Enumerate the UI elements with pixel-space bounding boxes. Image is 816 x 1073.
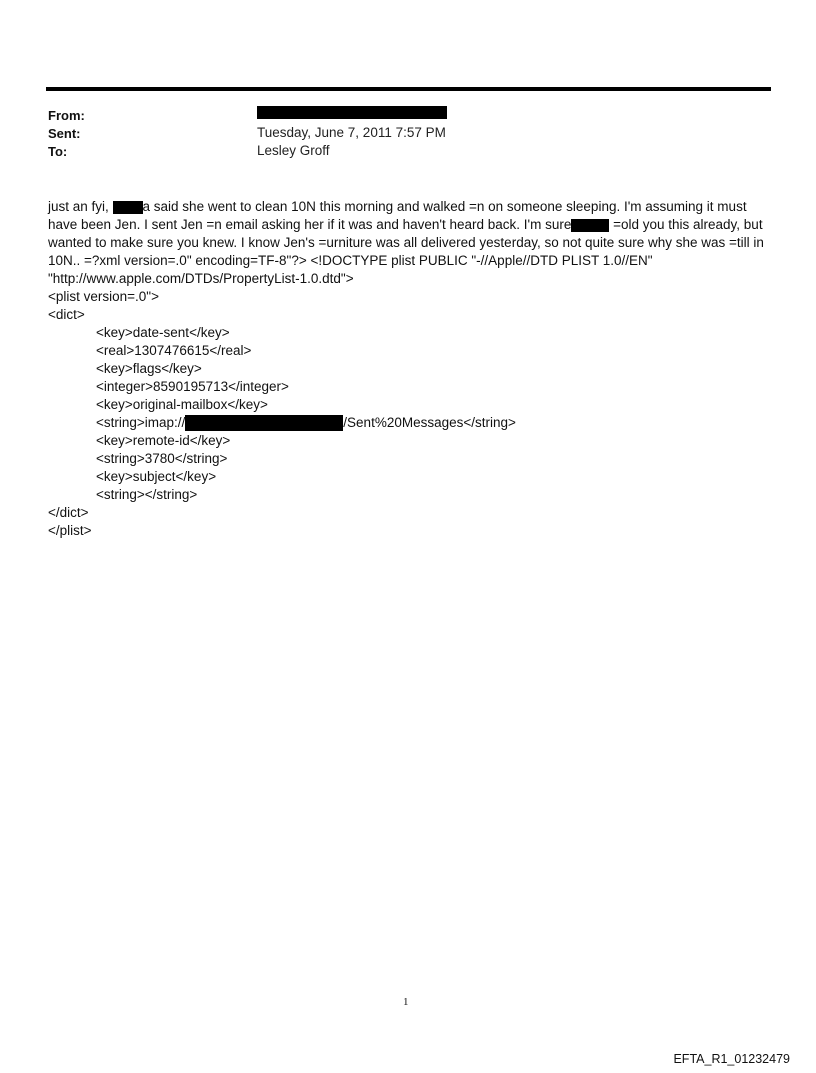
body-line: "http://www.apple.com/DTDs/PropertyList-1.0.dtd"> [48, 271, 354, 286]
sent-label: Sent: [48, 126, 81, 141]
email-body [48, 198, 778, 540]
body-line: have been Jen. I sent Jen =n email asking her if it was and haven't heard back. I'm sure =old you this already, but [48, 217, 763, 232]
from-label: From: [48, 108, 85, 123]
document-id: EFTA_R1_01232479 [673, 1052, 790, 1066]
body-line: <key>remote-id</key> [96, 433, 231, 448]
body-line: </plist> [48, 523, 92, 538]
body-line: <key>date-sent</key> [96, 325, 230, 340]
body-line: <string></string> [96, 487, 198, 502]
body-line: <dict> [48, 307, 85, 322]
body-line: 10N.. =?xml version=.0" encoding=TF-8"?> <!DOCTYPE plist PUBLIC "-//Apple//DTD PLIST 1.0//EN" [48, 253, 653, 268]
body-line: <key>flags</key> [96, 361, 202, 376]
header-rule [46, 87, 771, 91]
redaction-box [113, 201, 143, 214]
redaction-box [257, 106, 447, 119]
body-line: <plist version=.0"> [48, 289, 159, 304]
page-number: 1 [403, 996, 409, 1008]
body-line: <integer>8590195713</integer> [96, 379, 289, 394]
body-line: <string>3780</string> [96, 451, 228, 466]
sent-value: Tuesday, June 7, 2011 7:57 PM [257, 125, 446, 140]
body-line: <real>1307476615</real> [96, 343, 252, 358]
body-line: <string>imap:// /Sent%20Messages</string> [96, 415, 516, 430]
body-line: </dict> [48, 505, 89, 520]
to-value: Lesley Groff [257, 143, 330, 158]
body-line: wanted to make sure you knew. I know Jen's =urniture was all delivered yesterday, so not quite sure why she was =till in [48, 235, 764, 250]
body-line: just an fyi, a said she went to clean 10N this morning and walked =n on someone sleeping. I'm assuming it must [48, 199, 747, 214]
redaction-box [571, 219, 609, 232]
from-value [257, 104, 447, 119]
to-label: To: [48, 144, 68, 159]
body-line: <key>original-mailbox</key> [96, 397, 268, 412]
redaction-box [185, 415, 343, 431]
body-line: <key>subject</key> [96, 469, 217, 484]
